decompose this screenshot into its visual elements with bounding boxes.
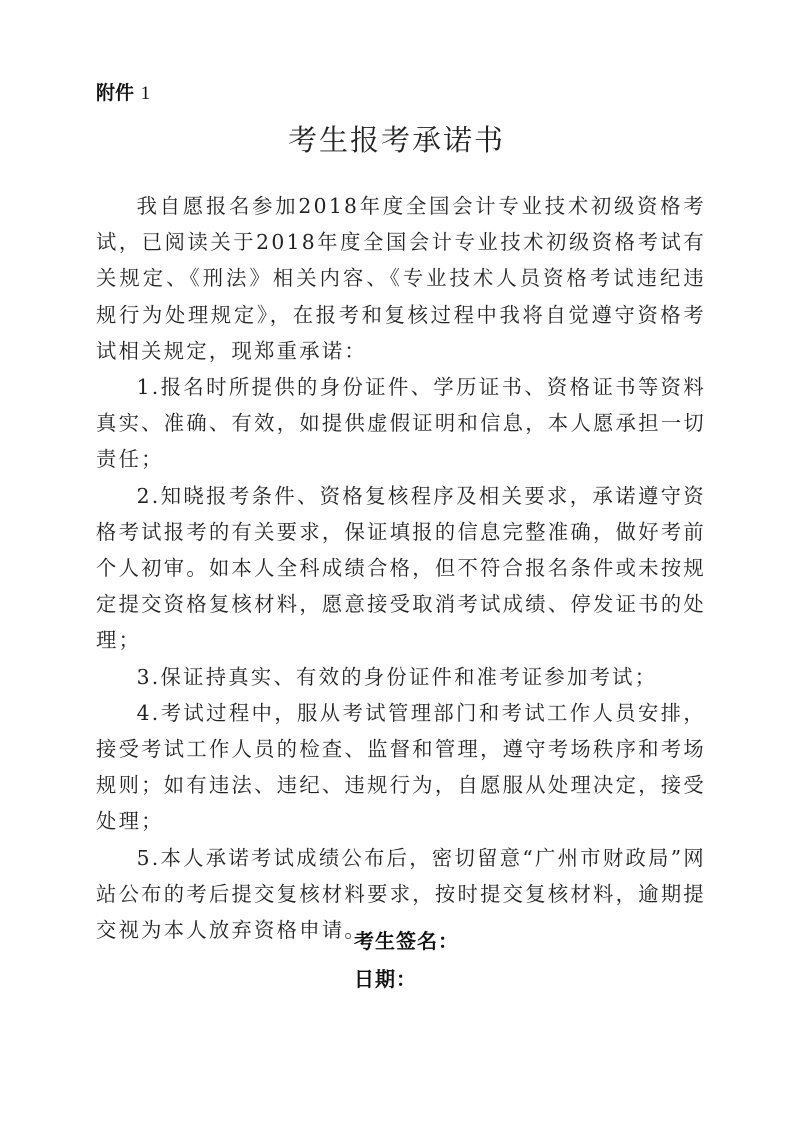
- document-title: 考生报考承诺书: [287, 123, 505, 157]
- commitment-item-1: 1.报名时所提供的身份证件、学历证书、资格证书等资料真实、准确、有效，如提供虚假证明和信息，本人愿承担一切责任；: [96, 375, 706, 472]
- intro-paragraph: 我自愿报名参加2018年度全国会计专业技术初级资格考试，已阅读关于2018年度全国会计专业技术初级资格考试有关规定、《刑法》相关内容、《专业技术人员资格考试违纪违规行为处理规定》，在报考和复核过程中我将自觉遵守资格考试相关规定，现郑重承诺：: [96, 194, 706, 363]
- commitment-item-5: 5.本人承诺考试成绩公布后，密切留意“广州市财政局”网站公布的考后提交复核材料要求，按时提交复核材料，逾期提交视为本人放弃资格申请。: [96, 845, 706, 943]
- commitment-item-2: 2.知晓报考条件、资格复核程序及相关要求，承诺遵守资格考试报考的有关要求，保证填报的信息完整准确，做好考前个人初审。如本人全科成绩合格，但不符合报名条件或未按规定提交资格复核材料，愿意接受取消考试成绩、停发证书的处理；: [96, 483, 706, 653]
- document-body: [96, 188, 706, 948]
- attachment-number: 1: [140, 83, 151, 104]
- attachment-label-text: 附件: [96, 82, 135, 104]
- commitment-item-4: 4.考试过程中，服从考试管理部门和考试工作人员安排，接受考试工作人员的检查、监督和管理，遵守考场秩序和考场规则；如有违法、违纪、违规行为，自愿服从处理决定，接受处理；: [96, 700, 706, 834]
- attachment-label: [96, 78, 150, 105]
- date-label: 日期：: [354, 967, 417, 991]
- signature-label: 考生签名：: [354, 929, 459, 953]
- commitment-item-3: 3.保证持真实、有效的身份证件和准考证参加考试；: [136, 664, 658, 689]
